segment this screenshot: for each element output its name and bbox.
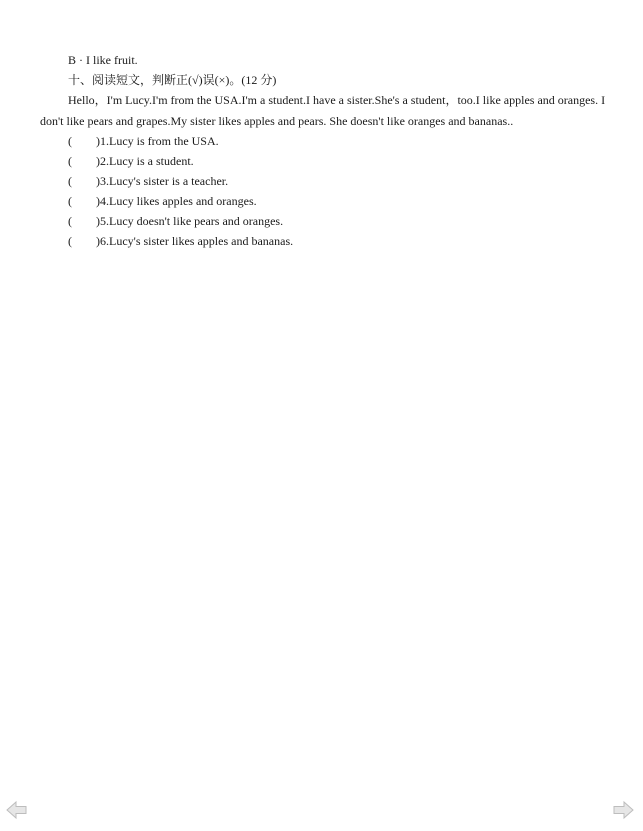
passage-line-1: Hello，I'm Lucy.I'm from the USA.I'm a student.I have a sister.She's a student，too.I like apples and oranges. I xyxy=(68,93,606,107)
answer-blank-open: ( xyxy=(68,214,72,228)
question-row xyxy=(68,133,219,149)
answer-blank-open: ( xyxy=(68,134,72,148)
question-row xyxy=(68,213,283,229)
question-text: )6.Lucy's sister likes apples and bananas. xyxy=(96,234,294,248)
question-text: )3.Lucy's sister is a teacher. xyxy=(96,174,229,188)
option-b-line: B · I like fruit. xyxy=(68,53,138,67)
section-title: 十、阅读短文，判断正(√)误(×)。(12 分) xyxy=(68,73,277,87)
answer-blank-open: ( xyxy=(68,194,72,208)
question-row xyxy=(68,193,257,209)
arrow-right-icon xyxy=(612,800,634,820)
answer-blank-open: ( xyxy=(68,174,72,188)
question-row xyxy=(68,233,293,249)
question-text: )1.Lucy is from the USA. xyxy=(96,134,219,148)
passage-line-2: don't like pears and grapes.My sister likes apples and pears. She doesn't like oranges and bananas.. xyxy=(40,114,514,128)
question-text: )4.Lucy likes apples and oranges. xyxy=(96,194,257,208)
question-row xyxy=(68,173,228,189)
question-row xyxy=(68,153,194,169)
question-text: )5.Lucy doesn't like pears and oranges. xyxy=(96,214,284,228)
answer-blank-open: ( xyxy=(68,154,72,168)
question-text: )2.Lucy is a student. xyxy=(96,154,194,168)
answer-blank-open: ( xyxy=(68,234,72,248)
next-page-button[interactable] xyxy=(612,800,634,820)
arrow-left-icon xyxy=(6,800,28,820)
prev-page-button[interactable] xyxy=(6,800,28,820)
